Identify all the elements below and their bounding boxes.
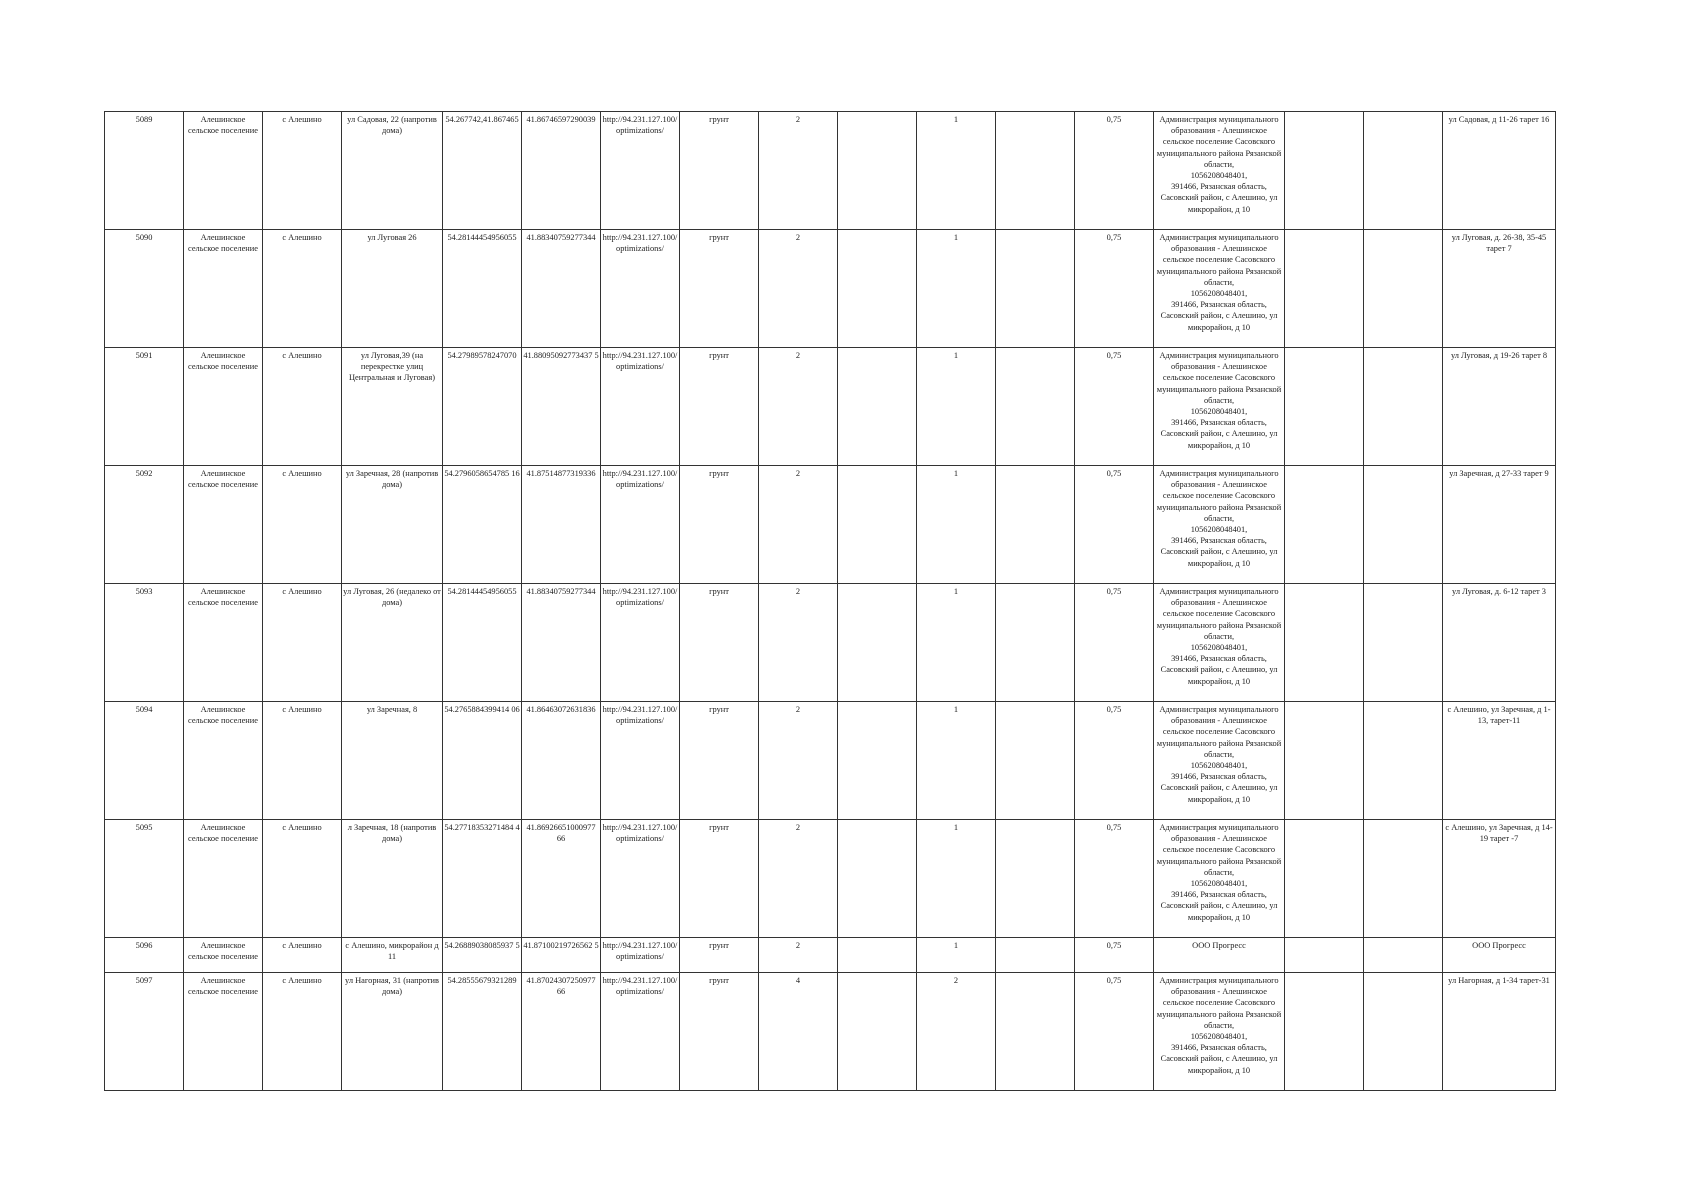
empty-cell [838,973,917,1091]
table-row [105,466,1556,584]
empty-cell [1364,584,1443,702]
area-cell: 2 [759,348,838,466]
volume-cell: 0,75 [1075,820,1154,938]
locality-cell: с Алешино [263,584,342,702]
served-objects-cell: с Алешино, ул Заречная, д 14-19 тарет -7 [1443,820,1556,938]
settlement-cell: Алешинское сельское поселение [184,230,263,348]
table-row [105,973,1556,1091]
url-cell: http://94.231.127.100/optimizations/ [601,466,680,584]
served-objects-cell: ул Заречная, д 27-33 тарет 9 [1443,466,1556,584]
empty-cell [1285,112,1364,230]
address-cell: ул Заречная, 28 (напротив дома) [342,466,443,584]
owner-cell: ООО Прогресс [1154,938,1285,973]
table-row [105,230,1556,348]
empty-cell [838,348,917,466]
volume-cell: 0,75 [1075,584,1154,702]
latitude-cell: 54.28144454956055 [443,230,522,348]
site-id-cell: 5095 [105,820,184,938]
site-id-cell: 5091 [105,348,184,466]
owner-cell: Администрация муниципального образования - Алешинское сельское поселение Сасовского муниципального района Рязанской области, 1056208048401, 391466, Рязанская область, Сасовский район, с Алешино, ул микрорайон, д 10 [1154,702,1285,820]
table-row [105,702,1556,820]
empty-cell [838,938,917,973]
table-row [105,820,1556,938]
empty-cell [1285,938,1364,973]
empty-cell [1285,973,1364,1091]
surface-cell: грунт [680,230,759,348]
area-cell: 4 [759,973,838,1091]
site-id-cell: 5092 [105,466,184,584]
area-cell: 2 [759,938,838,973]
empty-cell [996,938,1075,973]
address-cell: с Алешино, микрорайон д 11 [342,938,443,973]
owner-cell: Администрация муниципального образования - Алешинское сельское поселение Сасовского муниципального района Рязанской области, 1056208048401, 391466, Рязанская область, Сасовский район, с Алешино, ул микрорайон, д 10 [1154,584,1285,702]
locality-cell: с Алешино [263,348,342,466]
table-row [105,112,1556,230]
surface-cell: грунт [680,348,759,466]
served-objects-cell: ул Садовая, д 11-26 тарет 16 [1443,112,1556,230]
empty-cell [838,230,917,348]
address-cell: ул Заречная, 8 [342,702,443,820]
area-cell: 2 [759,702,838,820]
surface-cell: грунт [680,938,759,973]
latitude-cell: 54.28144454956055 [443,584,522,702]
owner-cell: Администрация муниципального образования - Алешинское сельское поселение Сасовского муниципального района Рязанской области, 1056208048401, 391466, Рязанская область, Сасовский район, с Алешино, ул микрорайон, д 10 [1154,230,1285,348]
empty-cell [1285,230,1364,348]
empty-cell [1364,112,1443,230]
address-cell: ул Садовая, 22 (напротив дома) [342,112,443,230]
settlement-cell: Алешинское сельское поселение [184,112,263,230]
surface-cell: грунт [680,112,759,230]
longitude-cell: 41.87100219726562 5 [522,938,601,973]
area-cell: 2 [759,230,838,348]
served-objects-cell: ул Луговая, д. 6-12 тарет 3 [1443,584,1556,702]
container-count-cell: 1 [917,112,996,230]
site-id-cell: 5089 [105,112,184,230]
settlement-cell: Алешинское сельское поселение [184,973,263,1091]
site-id-cell: 5097 [105,973,184,1091]
empty-cell [1364,973,1443,1091]
empty-cell [996,112,1075,230]
url-cell: http://94.231.127.100/optimizations/ [601,702,680,820]
address-cell: ул Луговая 26 [342,230,443,348]
table-row [105,584,1556,702]
served-objects-cell: ООО Прогресс [1443,938,1556,973]
empty-cell [1364,348,1443,466]
owner-cell: Администрация муниципального образования - Алешинское сельское поселение Сасовского муниципального района Рязанской области, 1056208048401, 391466, Рязанская область, Сасовский район, с Алешино, ул микрорайон, д 10 [1154,348,1285,466]
site-id-cell: 5096 [105,938,184,973]
area-cell: 2 [759,584,838,702]
empty-cell [1364,820,1443,938]
container-count-cell: 1 [917,230,996,348]
registry-table [104,111,1556,1091]
container-count-cell: 1 [917,348,996,466]
empty-cell [1364,938,1443,973]
empty-cell [1285,466,1364,584]
surface-cell: грунт [680,584,759,702]
empty-cell [996,584,1075,702]
empty-cell [1285,584,1364,702]
longitude-cell: 41.86926651000977 66 [522,820,601,938]
empty-cell [838,466,917,584]
locality-cell: с Алешино [263,112,342,230]
surface-cell: грунт [680,466,759,584]
table-row [105,938,1556,973]
empty-cell [996,348,1075,466]
settlement-cell: Алешинское сельское поселение [184,702,263,820]
volume-cell: 0,75 [1075,938,1154,973]
empty-cell [1285,702,1364,820]
volume-cell: 0,75 [1075,466,1154,584]
served-objects-cell: ул Луговая, д. 26-38, 35-45 тарет 7 [1443,230,1556,348]
locality-cell: с Алешино [263,938,342,973]
url-cell: http://94.231.127.100/optimizations/ [601,230,680,348]
longitude-cell: 41.87024307250977 66 [522,973,601,1091]
latitude-cell: 54.2796058654785 16 [443,466,522,584]
empty-cell [996,702,1075,820]
served-objects-cell: ул Нагорная, д 1-34 тарет-31 [1443,973,1556,1091]
served-objects-cell: ул Луговая, д 19-26 тарет 8 [1443,348,1556,466]
latitude-cell: 54.267742,41.867465 [443,112,522,230]
volume-cell: 0,75 [1075,702,1154,820]
locality-cell: с Алешино [263,230,342,348]
longitude-cell: 41.88095092773437 5 [522,348,601,466]
empty-cell [838,820,917,938]
url-cell: http://94.231.127.100/optimizations/ [601,938,680,973]
address-cell: ул Луговая, 26 (недалеко от дома) [342,584,443,702]
owner-cell: Администрация муниципального образования - Алешинское сельское поселение Сасовского муниципального района Рязанской области, 1056208048401, 391466, Рязанская область, Сасовский район, с Алешино, ул микрорайон, д 10 [1154,820,1285,938]
empty-cell [996,230,1075,348]
empty-cell [1285,820,1364,938]
site-id-cell: 5090 [105,230,184,348]
longitude-cell: 41.88340759277344 [522,584,601,702]
latitude-cell: 54.27989578247070 [443,348,522,466]
address-cell: ул Луговая,39 (на перекрестке улиц Центральная и Луговая) [342,348,443,466]
longitude-cell: 41.88340759277344 [522,230,601,348]
empty-cell [996,820,1075,938]
empty-cell [838,584,917,702]
settlement-cell: Алешинское сельское поселение [184,584,263,702]
area-cell: 2 [759,112,838,230]
container-count-cell: 1 [917,938,996,973]
url-cell: http://94.231.127.100/optimizations/ [601,584,680,702]
empty-cell [1364,230,1443,348]
volume-cell: 0,75 [1075,348,1154,466]
latitude-cell: 54.27718353271484 4 [443,820,522,938]
empty-cell [1285,348,1364,466]
address-cell: л Заречная, 18 (напротив дома) [342,820,443,938]
surface-cell: грунт [680,820,759,938]
area-cell: 2 [759,466,838,584]
url-cell: http://94.231.127.100/optimizations/ [601,973,680,1091]
volume-cell: 0,75 [1075,973,1154,1091]
site-id-cell: 5093 [105,584,184,702]
locality-cell: с Алешино [263,973,342,1091]
settlement-cell: Алешинское сельское поселение [184,348,263,466]
empty-cell [838,702,917,820]
surface-cell: грунт [680,973,759,1091]
container-count-cell: 1 [917,584,996,702]
longitude-cell: 41.86463072631836 [522,702,601,820]
volume-cell: 0,75 [1075,112,1154,230]
longitude-cell: 41.87514877319336 [522,466,601,584]
longitude-cell: 41.86746597290039 [522,112,601,230]
locality-cell: с Алешино [263,466,342,584]
volume-cell: 0,75 [1075,230,1154,348]
empty-cell [1364,466,1443,584]
empty-cell [1364,702,1443,820]
surface-cell: грунт [680,702,759,820]
container-count-cell: 1 [917,702,996,820]
locality-cell: с Алешино [263,820,342,938]
url-cell: http://94.231.127.100/optimizations/ [601,112,680,230]
table-row [105,348,1556,466]
owner-cell: Администрация муниципального образования - Алешинское сельское поселение Сасовского муниципального района Рязанской области, 1056208048401, 391466, Рязанская область, Сасовский район, с Алешино, ул микрорайон, д 10 [1154,112,1285,230]
site-id-cell: 5094 [105,702,184,820]
settlement-cell: Алешинское сельское поселение [184,938,263,973]
locality-cell: с Алешино [263,702,342,820]
container-count-cell: 2 [917,973,996,1091]
area-cell: 2 [759,820,838,938]
latitude-cell: 54.26889038085937 5 [443,938,522,973]
address-cell: ул Нагорная, 31 (напротив дома) [342,973,443,1091]
url-cell: http://94.231.127.100/optimizations/ [601,348,680,466]
container-count-cell: 1 [917,466,996,584]
owner-cell: Администрация муниципального образования - Алешинское сельское поселение Сасовского муниципального района Рязанской области, 1056208048401, 391466, Рязанская область, Сасовский район, с Алешино, ул микрорайон, д 10 [1154,466,1285,584]
owner-cell: Администрация муниципального образования - Алешинское сельское поселение Сасовского муниципального района Рязанской области, 1056208048401, 391466, Рязанская область, Сасовский район, с Алешино, ул микрорайон, д 10 [1154,973,1285,1091]
latitude-cell: 54.28555679321289 [443,973,522,1091]
settlement-cell: Алешинское сельское поселение [184,820,263,938]
container-count-cell: 1 [917,820,996,938]
latitude-cell: 54.2765884399414 06 [443,702,522,820]
settlement-cell: Алешинское сельское поселение [184,466,263,584]
empty-cell [996,973,1075,1091]
empty-cell [996,466,1075,584]
served-objects-cell: с Алешино, ул Заречная, д 1-13, тарет-11 [1443,702,1556,820]
empty-cell [838,112,917,230]
url-cell: http://94.231.127.100/optimizations/ [601,820,680,938]
